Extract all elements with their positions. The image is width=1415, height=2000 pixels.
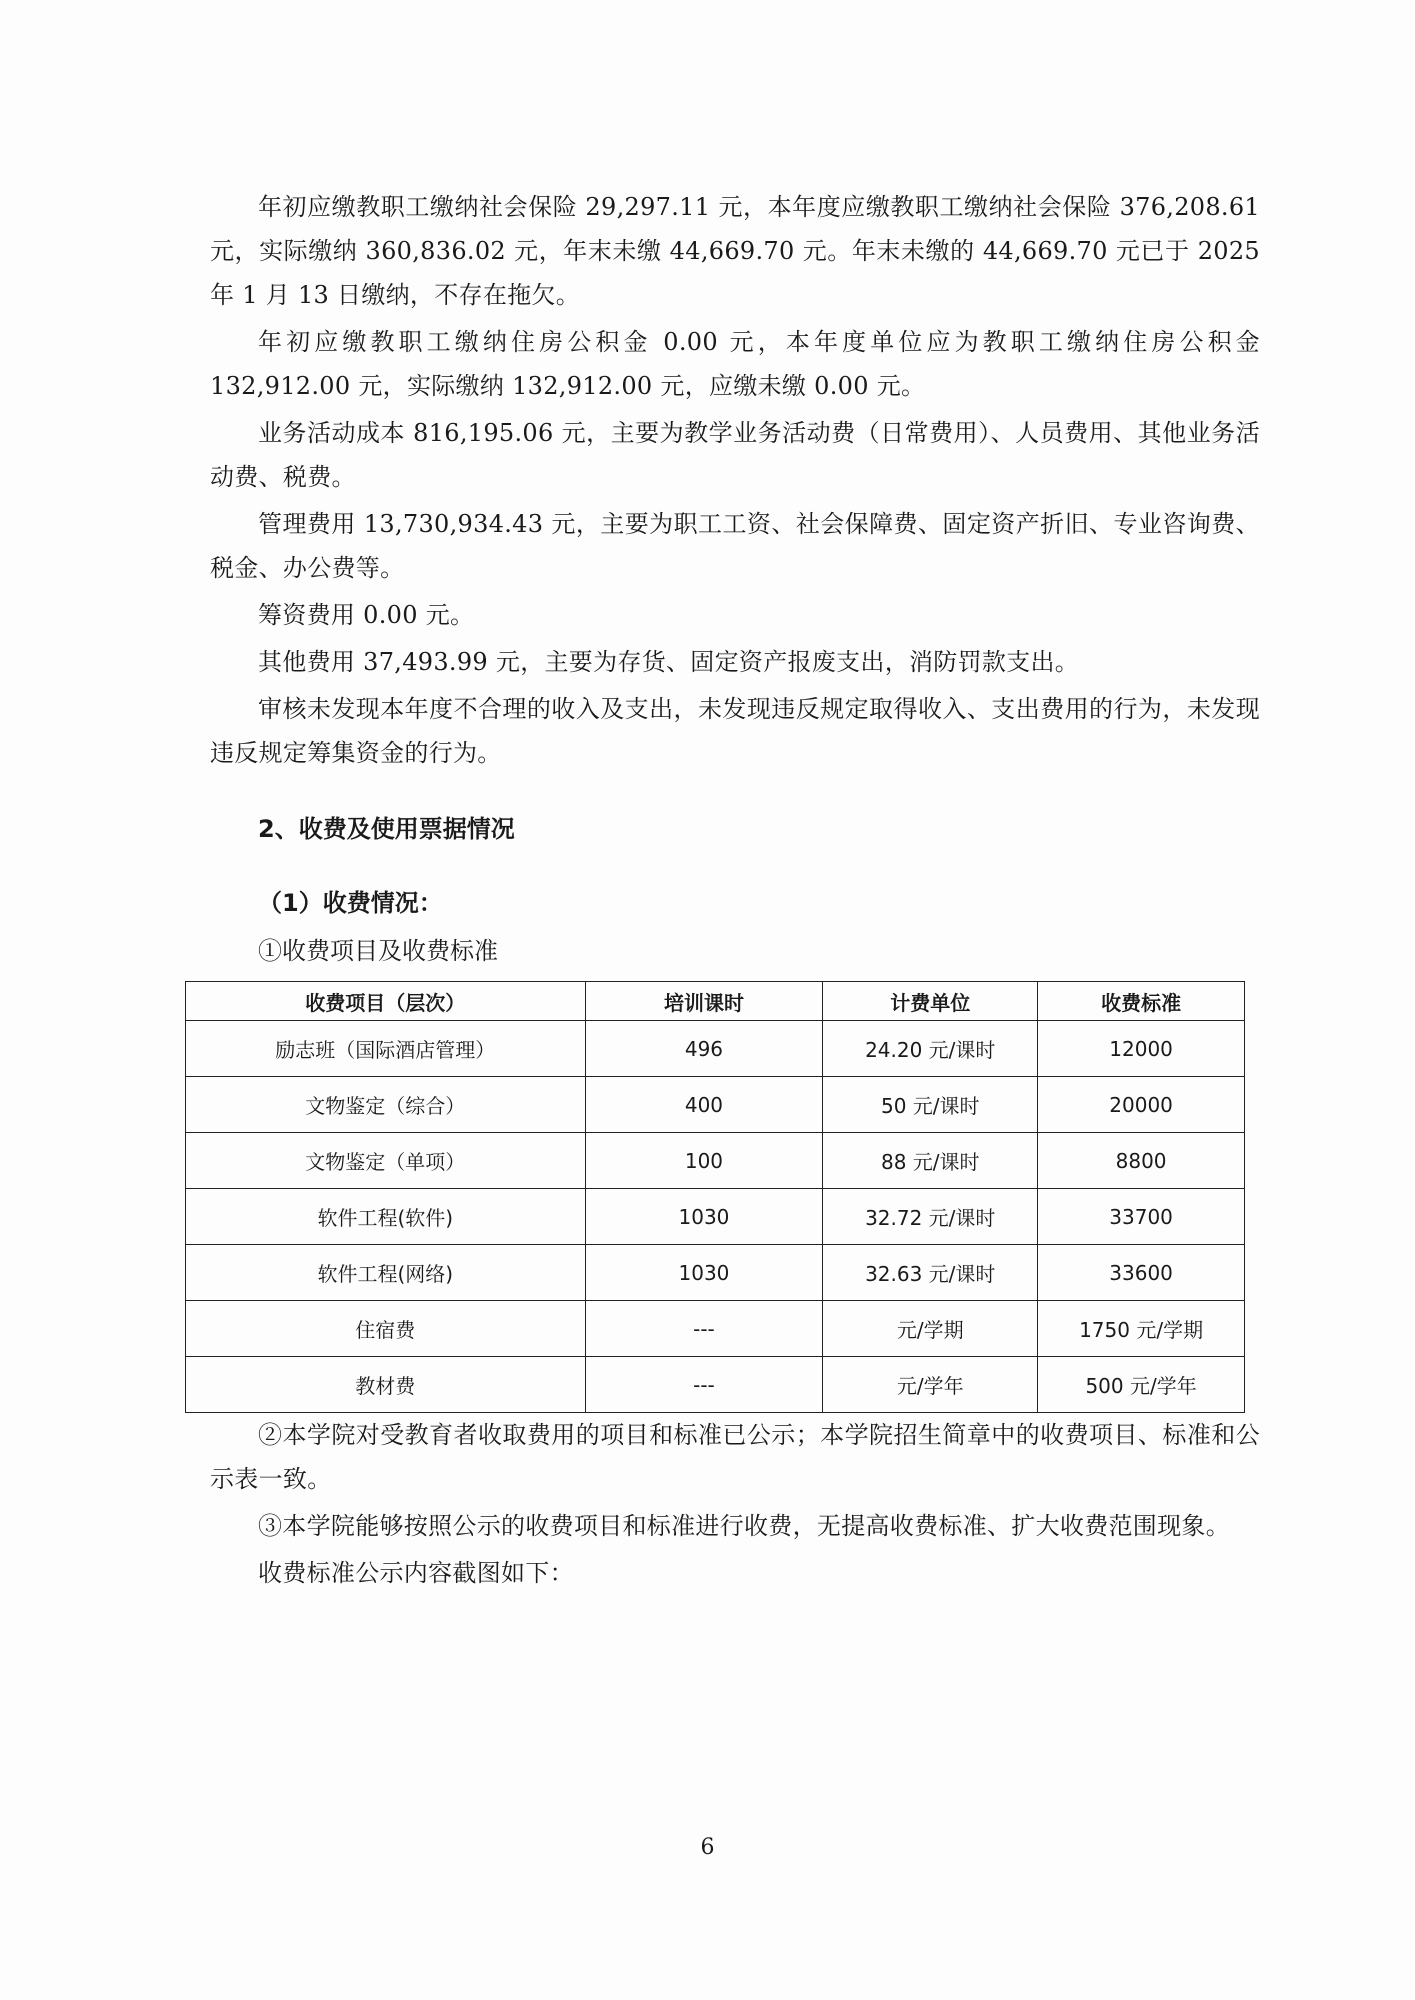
cell-fee-standard: 33700 — [1038, 1189, 1245, 1245]
cell-training-hours: 1030 — [585, 1245, 823, 1301]
header-fee-standard: 收费标准 — [1038, 982, 1245, 1021]
cell-billing-unit: 元/学年 — [823, 1357, 1038, 1413]
paragraph-business-cost: 业务活动成本 816,195.06 元，主要为教学业务活动费（日常费用）、人员费用、其他业务活动费、税费。 — [210, 419, 1260, 491]
cell-billing-unit: 50 元/课时 — [823, 1077, 1038, 1133]
cell-fee-item: 文物鉴定（单项） — [186, 1133, 586, 1189]
table-row — [186, 1245, 1245, 1301]
cell-training-hours: --- — [585, 1301, 823, 1357]
cell-fee-item: 软件工程(网络) — [186, 1245, 586, 1301]
cell-training-hours: 496 — [585, 1021, 823, 1077]
cell-billing-unit: 24.20 元/课时 — [823, 1021, 1038, 1077]
cell-fee-item: 住宿费 — [186, 1301, 586, 1357]
table-row — [186, 1357, 1245, 1413]
table-row — [186, 1077, 1245, 1133]
table-row — [186, 1021, 1245, 1077]
cell-fee-item: 励志班（国际酒店管理） — [186, 1021, 586, 1077]
cell-fee-standard: 12000 — [1038, 1021, 1245, 1077]
cell-fee-item: 文物鉴定（综合） — [186, 1077, 586, 1133]
header-fee-item: 收费项目（层次） — [186, 982, 586, 1021]
fee-table-header-row — [186, 982, 1245, 1021]
page-number: 6 — [700, 1835, 715, 1860]
screenshot-intro: 收费标准公示内容截图如下： — [258, 1559, 574, 1587]
cell-training-hours: 1030 — [585, 1189, 823, 1245]
cell-billing-unit: 元/学期 — [823, 1301, 1038, 1357]
cell-training-hours: 400 — [585, 1077, 823, 1133]
paragraph-housing-fund: 年初应缴教职工缴纳住房公积金 0.00 元，本年度单位应为教职工缴纳住房公积金 132,912.00 元，实际缴纳 132,912.00 元，应缴未缴 0.00 元。 — [210, 328, 1260, 400]
page-content — [210, 185, 1260, 1595]
cell-fee-item: 软件工程(软件) — [186, 1189, 586, 1245]
item3-text: ③本学院能够按照公示的收费项目和标准进行收费，无提高收费标准、扩大收费范围现象。 — [258, 1512, 1230, 1540]
cell-training-hours: --- — [585, 1357, 823, 1413]
cell-fee-standard: 8800 — [1038, 1133, 1245, 1189]
header-training-hours: 培训课时 — [585, 982, 823, 1021]
subsection-title: （1）收费情况： — [258, 889, 443, 917]
paragraph-social-insurance: 年初应缴教职工缴纳社会保险 29,297.11 元，本年度应缴教职工缴纳社会保险 376,208.61 元，实际缴纳 360,836.02 元，年末未缴 44,669.70 元。年末未缴的 44,669.70 元已于 2025 年 1 月 13 日缴纳，不存在拖欠。 — [210, 193, 1260, 309]
cell-fee-standard: 20000 — [1038, 1077, 1245, 1133]
cell-training-hours: 100 — [585, 1133, 823, 1189]
cell-fee-standard: 500 元/学年 — [1038, 1357, 1245, 1413]
paragraph-other-cost: 其他费用 37,493.99 元，主要为存货、固定资产报废支出，消防罚款支出。 — [258, 648, 1080, 676]
header-billing-unit: 计费单位 — [823, 982, 1038, 1021]
cell-fee-standard: 33600 — [1038, 1245, 1245, 1301]
table-row — [186, 1189, 1245, 1245]
cell-fee-item: 教材费 — [186, 1357, 586, 1413]
paragraph-audit-finding: 审核未发现本年度不合理的收入及支出，未发现违反规定取得收入、支出费用的行为，未发现违反规定筹集资金的行为。 — [210, 695, 1260, 767]
cell-billing-unit: 32.72 元/课时 — [823, 1189, 1038, 1245]
paragraph-financing-cost: 筹资费用 0.00 元。 — [258, 601, 475, 629]
cell-fee-standard: 1750 元/学期 — [1038, 1301, 1245, 1357]
cell-billing-unit: 32.63 元/课时 — [823, 1245, 1038, 1301]
table-row — [186, 1133, 1245, 1189]
table-row — [186, 1301, 1245, 1357]
item2-text: ②本学院对受教育者收取费用的项目和标准已公示；本学院招生简章中的收费项目、标准和公示表一致。 — [210, 1421, 1260, 1493]
item1-label: ①收费项目及收费标准 — [258, 937, 498, 965]
fee-table — [185, 981, 1245, 1413]
section-title: 2、收费及使用票据情况 — [258, 815, 515, 843]
paragraph-management-cost: 管理费用 13,730,934.43 元，主要为职工工资、社会保障费、固定资产折旧、专业咨询费、税金、办公费等。 — [210, 510, 1260, 582]
cell-billing-unit: 88 元/课时 — [823, 1133, 1038, 1189]
